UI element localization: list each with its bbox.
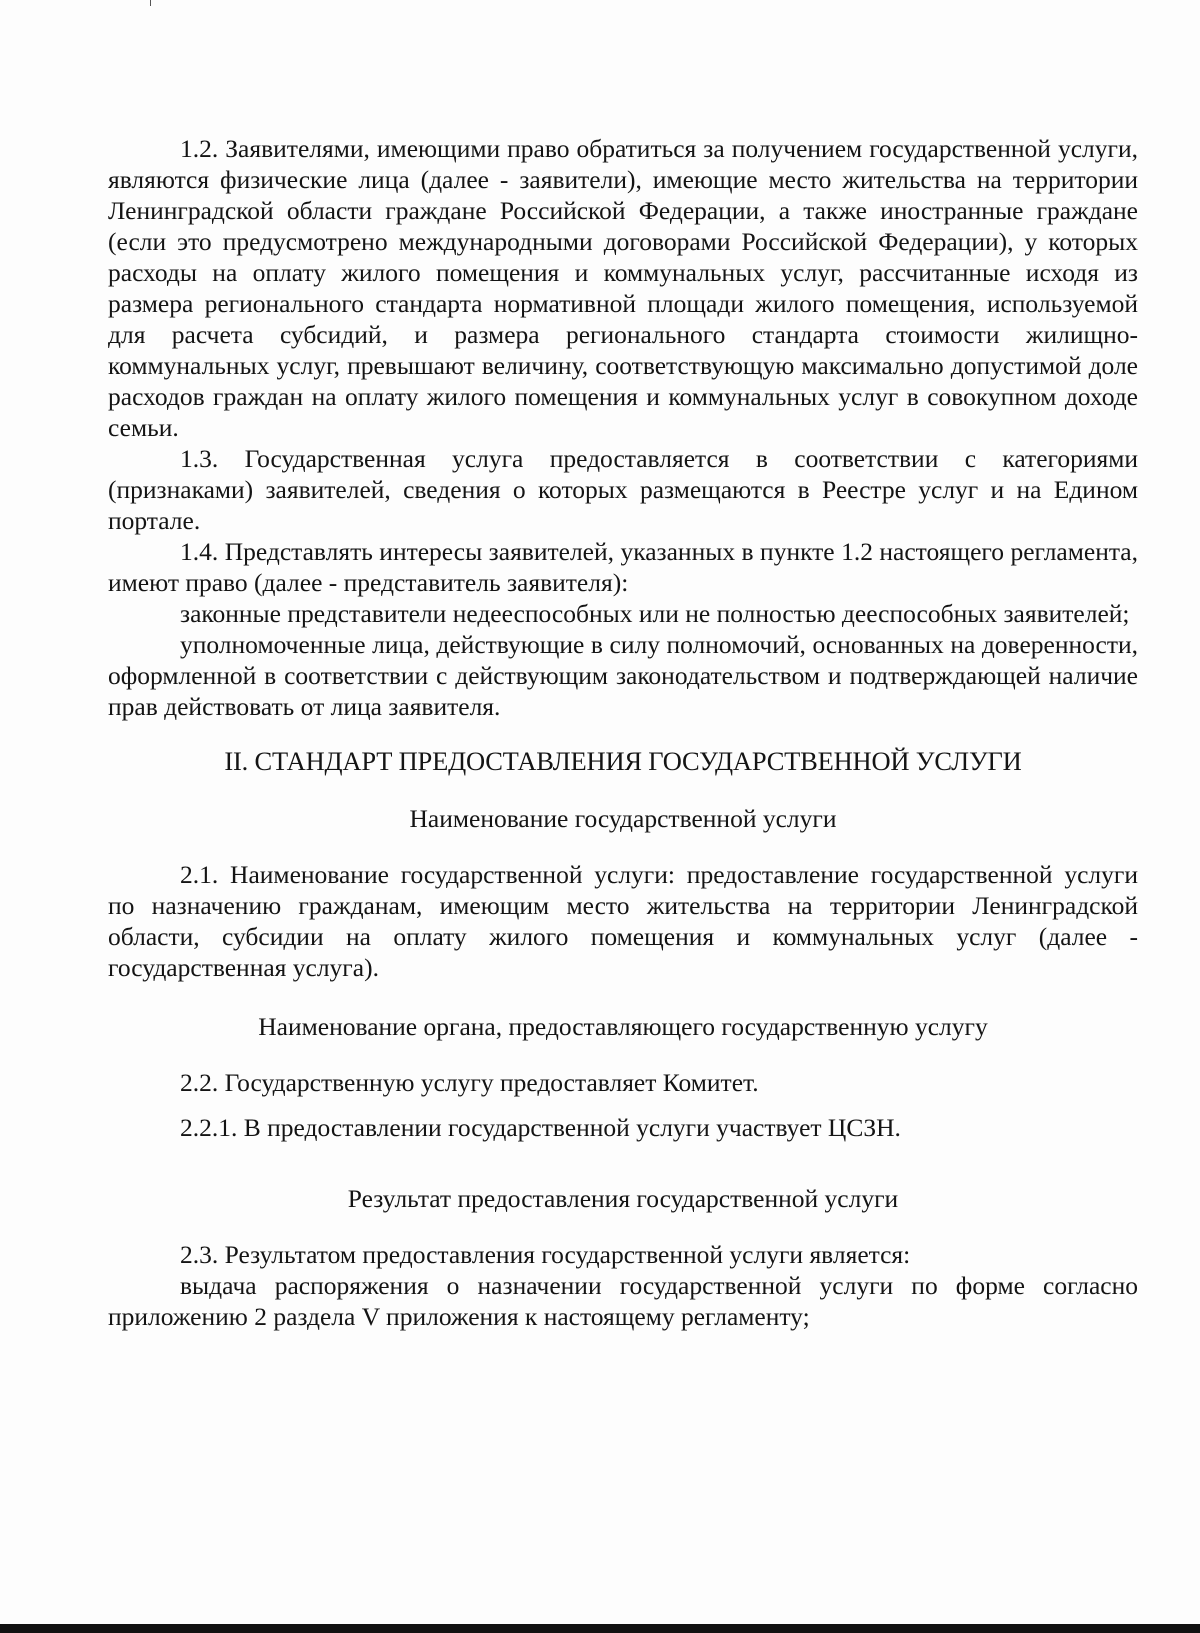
subheading-service-name: Наименование государственной услуги <box>409 804 837 833</box>
paragraph-1-2: 1.2. Заявителями, имеющими право обратиться за получением государственной услуги, являются физические лица (далее - заявители), имеющие место жительства на территории Ленинградской области граждане Российской Федерации, а также иностранные граждане (если это предусмотрено международными договорами Российской Федерации), у которых расходы на оплату жилого помещения и коммунальных услуг, рассчитанные исходя из размера регионального стандарта нормативной площади жилого помещения, используемой для расчета субсидий, и размера регионального стандарта стоимости жилищно-коммунальных услуг, превышают величину, соответствующую максимально допустимой доле расходов граждан на оплату жилого помещения и коммунальных услуг в совокупном доходе семьи. <box>108 134 1138 442</box>
document-body <box>108 133 1138 1332</box>
paragraph-2-2: 2.2. Государственную услугу предоставляет Комитет. <box>180 1068 759 1097</box>
paragraph-2-3: 2.3. Результатом предоставления государственной услуги является: <box>180 1240 911 1269</box>
spacer <box>108 1143 1138 1183</box>
paragraph-1-4-legal-representatives: законные представители недееспособных или не полностью дееспособных заявителей; <box>180 599 1130 628</box>
paragraph-1-3: 1.3. Государственная услуга предоставляется в соответствии с категориями (признаками) заявителей, сведения о которых размещаются в Реестре услуг и на Едином портале. <box>108 444 1138 535</box>
paragraph-1-4-authorized-persons: уполномоченные лица, действующие в силу полномочий, основанных на доверенности, оформленной в соответствии с действующим законодательством и подтверждающей наличие прав действовать от лица заявителя. <box>108 630 1138 721</box>
scan-artifact <box>150 0 151 6</box>
spacer <box>108 983 1138 1011</box>
subheading-service-result: Результат предоставления государственной услуги <box>347 1184 899 1213</box>
paragraph-2-1: 2.1. Наименование государственной услуги: предоставление государственной услуги по назначению гражданам, имеющим место жительства на территории Ленинградской области, субсидии на оплату жилого помещения и коммунальных услуг (далее - государственная услуга). <box>108 860 1138 982</box>
paragraph-1-4: 1.4. Представлять интересы заявителей, указанных в пункте 1.2 настоящего регламента, имеют право (далее - представитель заявителя): <box>108 537 1138 597</box>
paragraph-2-3-issuance: выдача распоряжения о назначении государственной услуги по форме согласно приложению 2 раздела V приложения к настоящему регламенту; <box>108 1271 1138 1331</box>
spacer <box>108 1098 1138 1112</box>
subheading-providing-organ: Наименование органа, предоставляющего государственную услугу <box>258 1012 988 1041</box>
scan-bottom-edge <box>0 1624 1200 1633</box>
paragraph-2-2-1: 2.2.1. В предоставлении государственной услуги участвует ЦСЗН. <box>180 1113 901 1142</box>
section-2-heading: II. СТАНДАРТ ПРЕДОСТАВЛЕНИЯ ГОСУДАРСТВЕННОЙ УСЛУГИ <box>224 746 1022 776</box>
